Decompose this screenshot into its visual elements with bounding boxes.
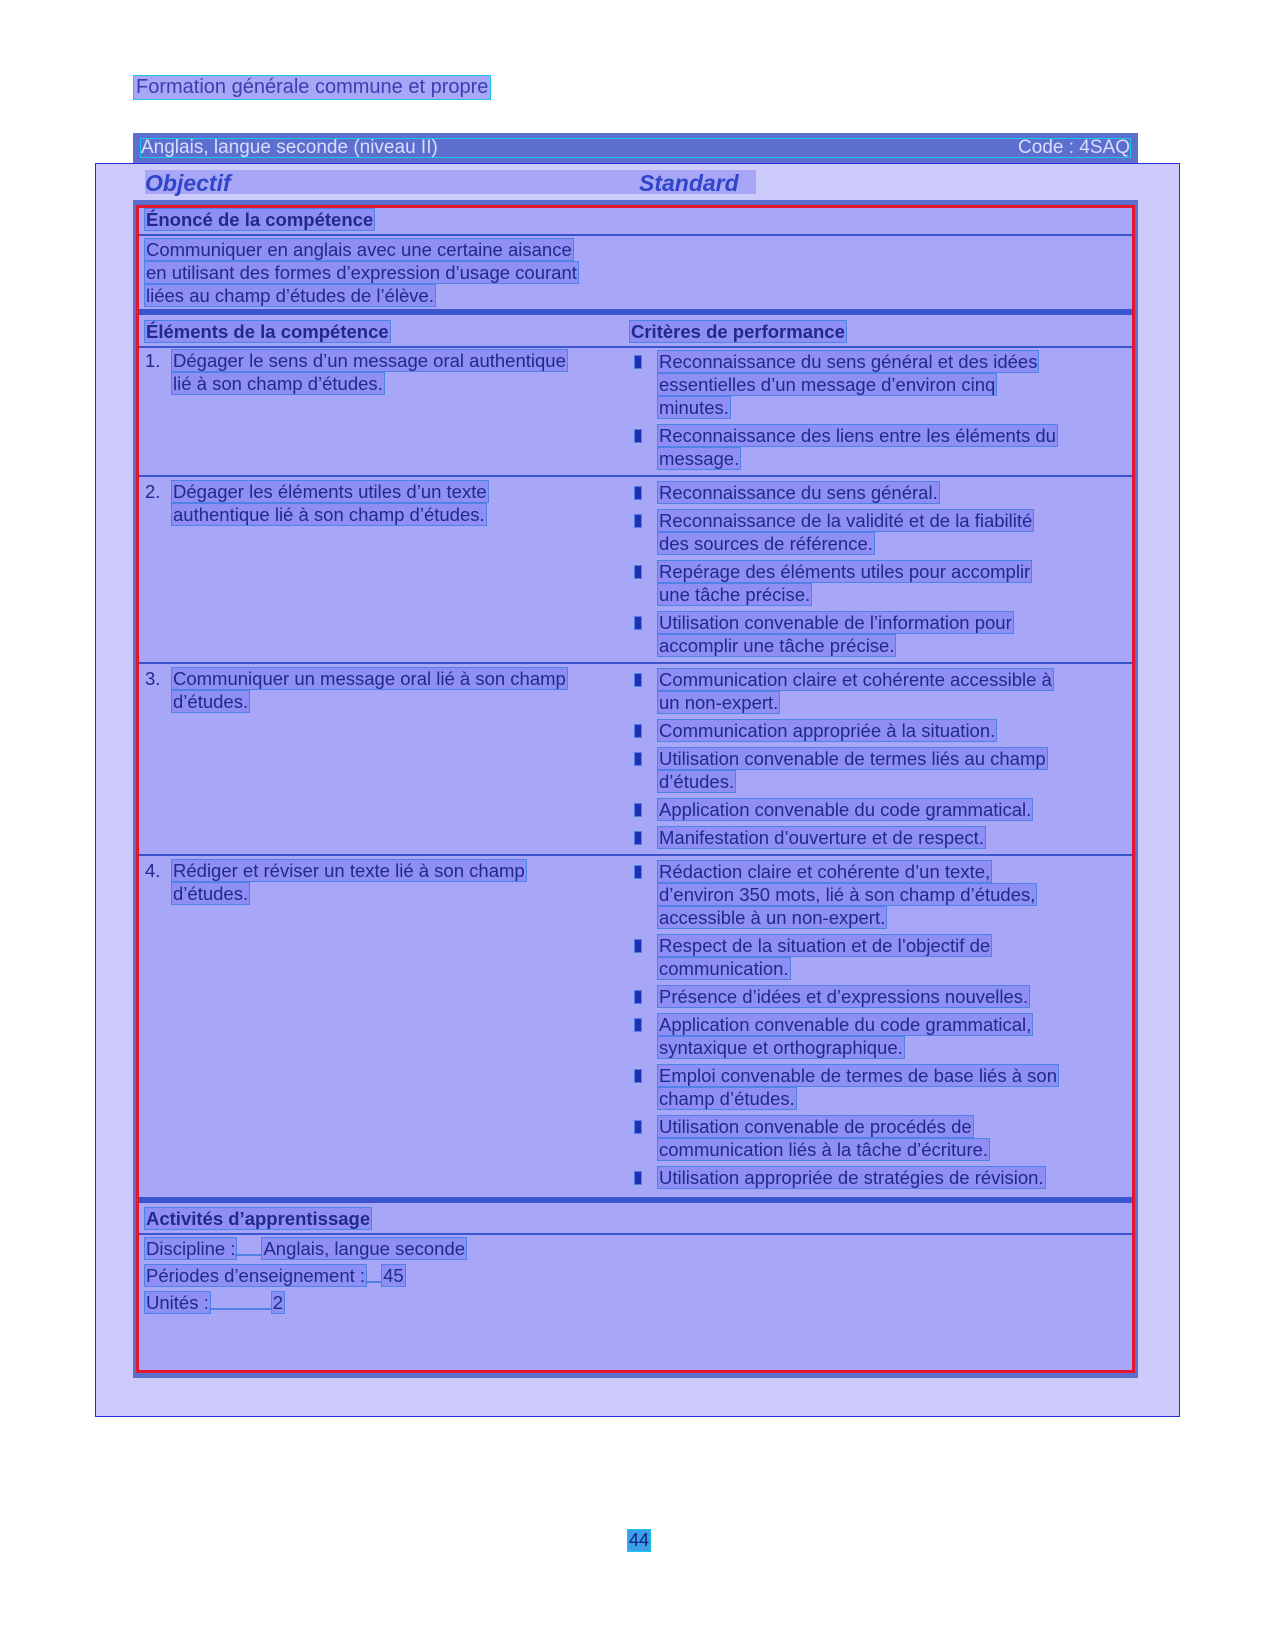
criterion-line: Reconnaissance des liens entre les éléments du	[659, 425, 1056, 446]
element-number: 1.	[145, 350, 161, 371]
course-code: Code : 4SAQ	[1018, 137, 1130, 158]
divider	[139, 1197, 1132, 1203]
criterion-line: communication.	[659, 958, 789, 979]
section-title: Formation générale commune et propre	[136, 76, 489, 98]
bullet-icon	[635, 566, 641, 578]
divider	[139, 854, 1132, 856]
periodes-value: 45	[383, 1265, 404, 1286]
bullet-icon	[635, 1070, 641, 1082]
criterion-line: d’environ 350 mots, lié à son champ d’études,	[659, 884, 1036, 905]
bullet-icon	[635, 991, 641, 1003]
heading-standard: Standard	[639, 170, 739, 196]
criterion-line: Application convenable du code grammatical,	[659, 1014, 1032, 1035]
criterion-line: d’études.	[659, 771, 735, 792]
element-text: lié à son champ d’études.	[173, 373, 383, 394]
criterion-line: Utilisation convenable de procédés de	[659, 1116, 972, 1137]
activites-title: Activités d’apprentissage	[146, 1208, 371, 1229]
criterion-line: Présence d’idées et d’expressions nouvelles.	[659, 986, 1029, 1007]
divider	[139, 346, 1132, 348]
criterion-line: accessible à un non-expert.	[659, 907, 886, 928]
element-number: 2.	[145, 481, 161, 502]
criterion-line: minutes.	[659, 397, 729, 418]
enonce-line: Communiquer en anglais avec une certaine aisance	[146, 239, 572, 260]
criteres-header: Critères de performance	[631, 321, 845, 342]
unites-label: Unités :	[146, 1292, 209, 1313]
criterion-line: Reconnaissance du sens général.	[659, 482, 938, 503]
criterion-line: Manifestation d’ouverture et de respect.	[659, 827, 984, 848]
criterion-line: message.	[659, 448, 740, 469]
page-number: 44	[629, 1530, 650, 1550]
bullet-icon	[635, 866, 641, 878]
elements-header: Éléments de la compétence	[146, 321, 389, 342]
element-number: 3.	[145, 668, 161, 689]
divider	[139, 475, 1132, 477]
competence-table	[136, 205, 1135, 1373]
criterion-line: une tâche précise.	[659, 584, 811, 605]
criterion-line: des sources de référence.	[659, 533, 873, 554]
bullet-icon	[635, 1019, 641, 1031]
criterion-line: Application convenable du code grammatical.	[659, 799, 1032, 820]
bullet-icon	[635, 940, 641, 952]
bullet-icon	[635, 617, 641, 629]
criterion-line: Communication appropriée à la situation.	[659, 720, 996, 741]
element-text: d’études.	[173, 883, 249, 904]
element-text: Dégager le sens d’un message oral authentique	[173, 350, 566, 371]
divider	[139, 234, 1132, 236]
divider	[139, 309, 1132, 315]
heading-row	[145, 170, 756, 194]
criterion-line: Utilisation convenable de l’information pour	[659, 612, 1012, 633]
periodes-label: Périodes d’enseignement :	[146, 1265, 366, 1286]
enonce-line: en utilisant des formes d’expression d’usage courant	[146, 262, 577, 283]
element-number: 4.	[145, 860, 161, 881]
divider	[139, 1233, 1132, 1235]
criterion-line: Reconnaissance du sens général et des idées	[659, 351, 1038, 372]
heading-objectif: Objectif	[145, 170, 231, 196]
criterion-line: Utilisation convenable de termes liés au champ	[659, 748, 1046, 769]
criterion-line: essentielles d’un message d’environ cinq	[659, 374, 996, 395]
bullet-icon	[635, 487, 641, 499]
criterion-line: Reconnaissance de la validité et de la fiabilité	[659, 510, 1033, 531]
bullet-icon	[635, 356, 641, 368]
criterion-line: Emploi convenable de termes de base liés à son	[659, 1065, 1057, 1086]
bullet-icon	[635, 804, 641, 816]
criterion-line: Repérage des éléments utiles pour accomplir	[659, 561, 1031, 582]
criterion-line: Utilisation appropriée de stratégies de révision.	[659, 1167, 1044, 1188]
criterion-line: un non-expert.	[659, 692, 779, 713]
bullet-icon	[635, 674, 641, 686]
criterion-line: syntaxique et orthographique.	[659, 1037, 903, 1058]
unites-value: 2	[272, 1292, 284, 1313]
bullet-icon	[635, 1121, 641, 1133]
criterion-line: Communication claire et cohérente accessible à	[659, 669, 1052, 690]
element-text: authentique lié à son champ d’études.	[173, 504, 485, 525]
element-text: Rédiger et réviser un texte lié à son champ	[173, 860, 525, 881]
divider	[139, 662, 1132, 664]
bullet-icon	[635, 753, 641, 765]
discipline-value: Anglais, langue seconde	[263, 1238, 466, 1259]
bullet-icon	[635, 1172, 641, 1184]
enonce-line: liées au champ d’études de l’élève.	[146, 285, 434, 306]
course-name: Anglais, langue seconde (niveau II)	[141, 137, 438, 158]
element-text: Dégager les éléments utiles d’un texte	[173, 481, 487, 502]
element-text: d’études.	[173, 691, 249, 712]
bullet-icon	[635, 725, 641, 737]
criterion-line: accomplir une tâche précise.	[659, 635, 895, 656]
criterion-line: Respect de la situation et de l’objectif de	[659, 935, 991, 956]
element-text: Communiquer un message oral lié à son champ	[173, 668, 566, 689]
enonce-title: Énoncé de la compétence	[146, 209, 374, 230]
bullet-icon	[635, 832, 641, 844]
discipline-label: Discipline :	[146, 1238, 236, 1259]
course-header-bar	[133, 133, 1138, 163]
criterion-line: communication liés à la tâche d’écriture.	[659, 1139, 989, 1160]
bullet-icon	[635, 515, 641, 527]
criterion-line: Rédaction claire et cohérente d’un texte,	[659, 861, 991, 882]
criterion-line: champ d’études.	[659, 1088, 795, 1109]
bullet-icon	[635, 430, 641, 442]
